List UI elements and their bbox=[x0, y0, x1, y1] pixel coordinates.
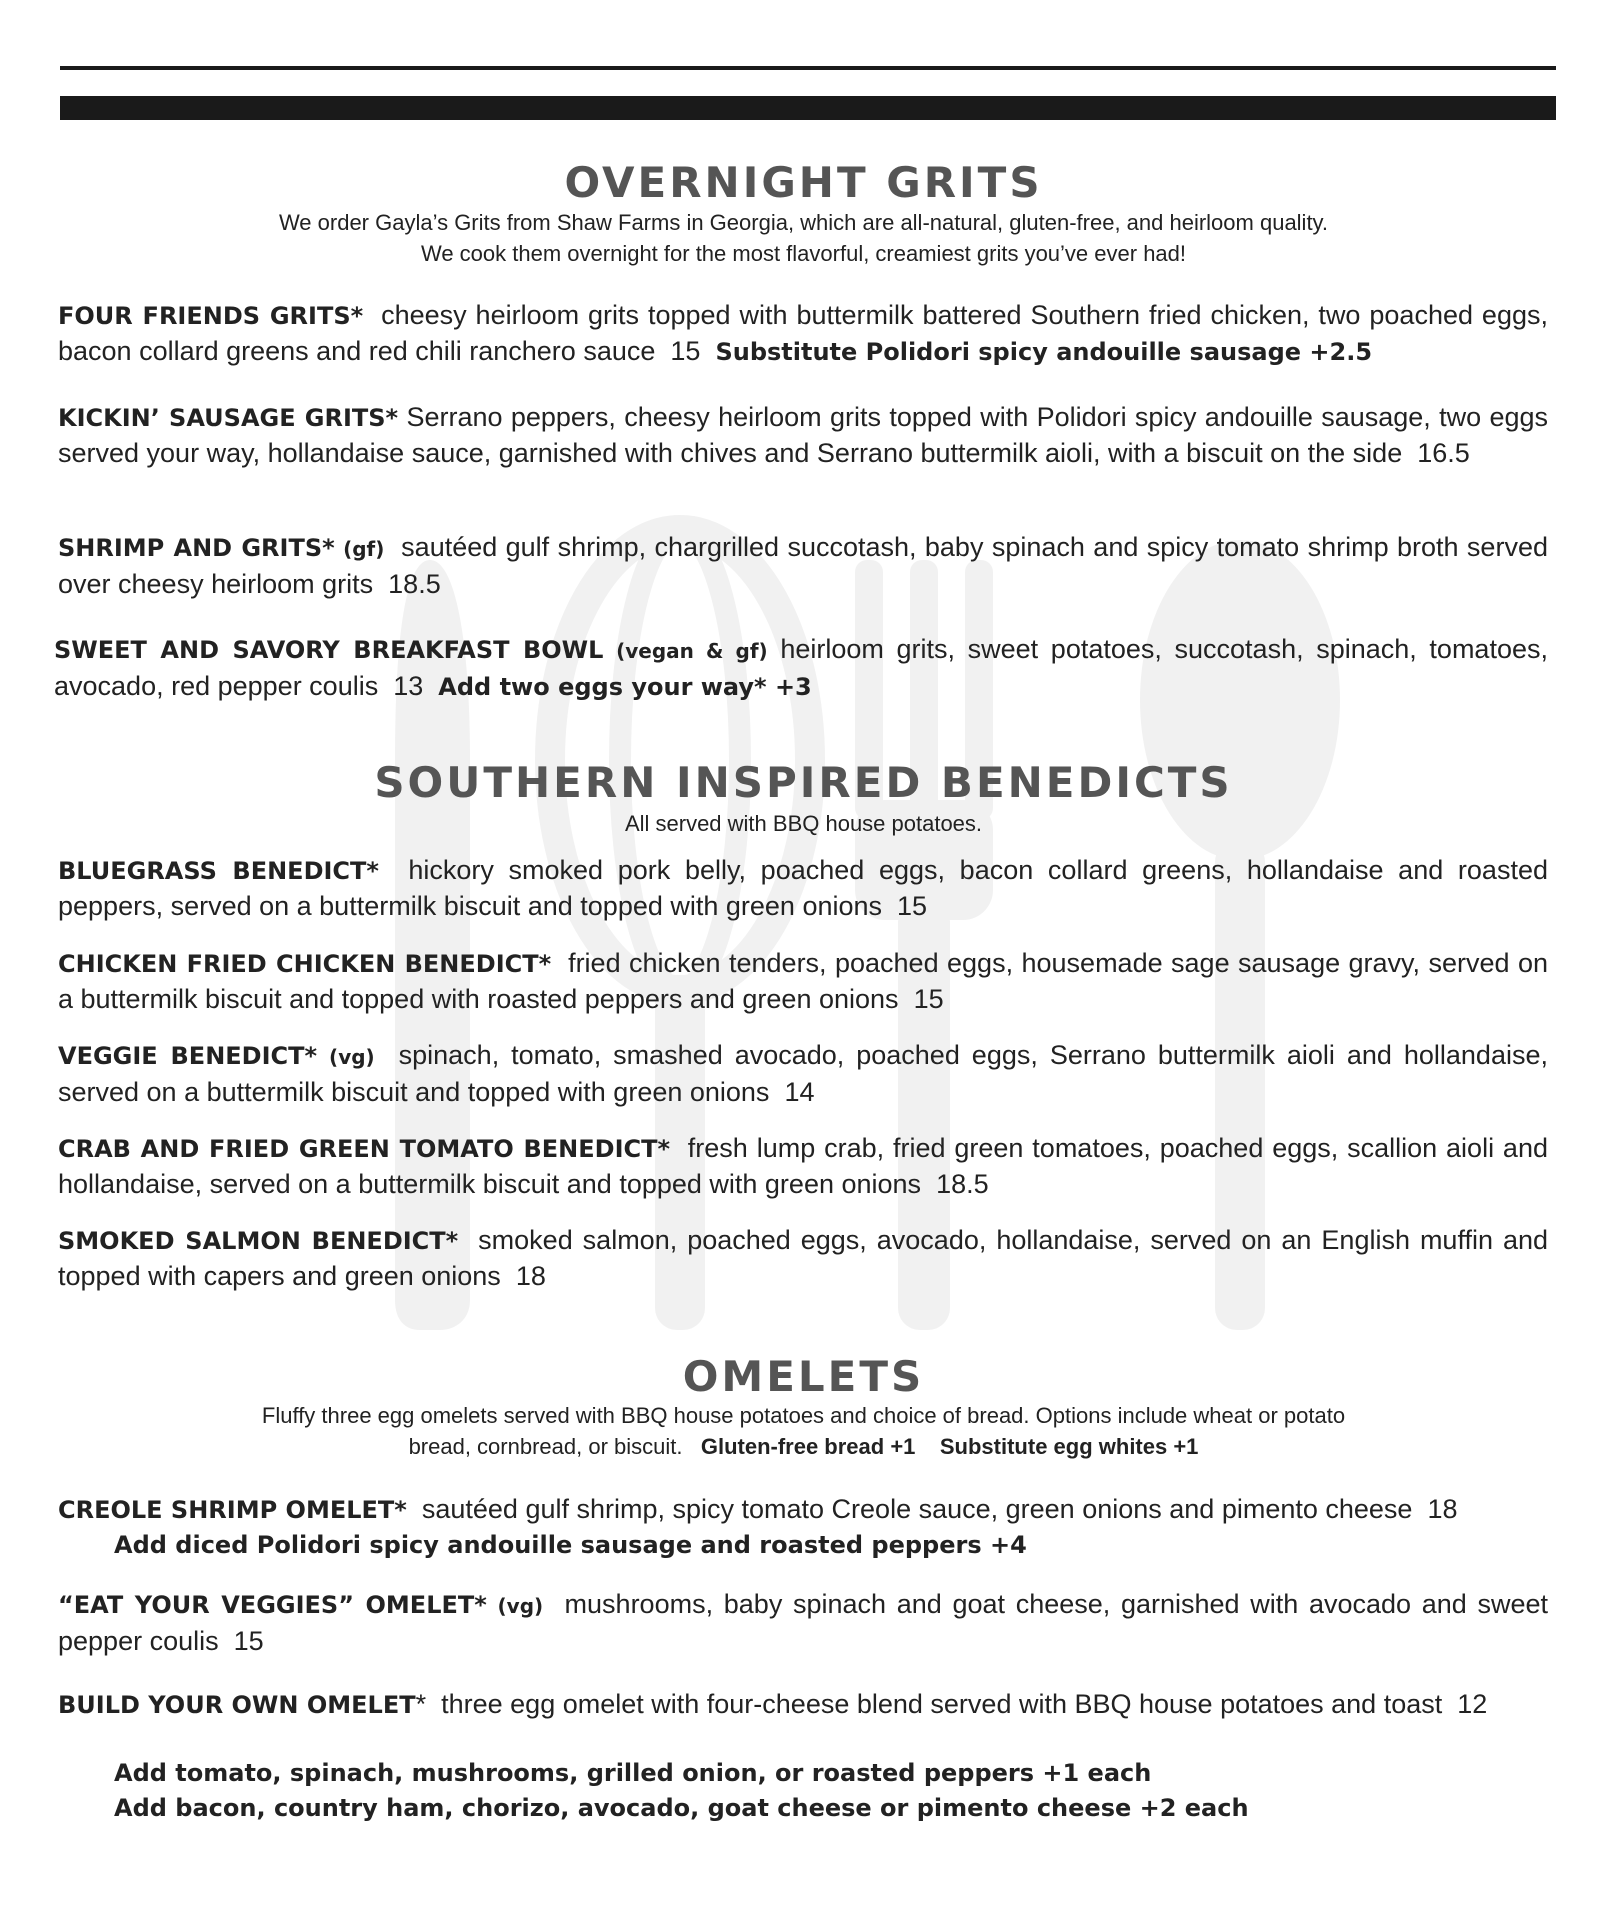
item-upgrade: Substitute Polidori spicy andouille sausage +2.5 bbox=[715, 338, 1373, 366]
item-price: 16.5 bbox=[1417, 438, 1470, 468]
menu-item-chicken-fried-chicken-benedict bbox=[58, 946, 1548, 1017]
menu-item-creole-shrimp-omelet bbox=[58, 1492, 1548, 1528]
item-price: 15 bbox=[913, 984, 944, 1014]
item-diet-tag: (vg) bbox=[329, 1045, 375, 1069]
item-description: three egg omelet with four-cheese blend served with BBQ house potatoes and toast bbox=[441, 1689, 1443, 1719]
item-name: CREOLE SHRIMP OMELET* bbox=[58, 1496, 407, 1524]
item-price: 12 bbox=[1457, 1689, 1488, 1719]
item-name: BUILD YOUR OWN OMELET bbox=[58, 1691, 416, 1719]
menu-item-veggie-benedict bbox=[58, 1038, 1548, 1110]
section-subtitle-benedicts: All served with BBQ house potatoes. bbox=[624, 811, 983, 836]
item-name: CRAB AND FRIED GREEN TOMATO BENEDICT* bbox=[58, 1135, 671, 1163]
item-name: SHRIMP AND GRITS* bbox=[58, 534, 335, 562]
item-diet-tag: (vg) bbox=[497, 1594, 544, 1618]
menu-item-kickin-sausage-grits bbox=[58, 400, 1548, 471]
item-description: mushrooms, baby spinach and goat cheese, garnished with avocado and sweet pepper coulis bbox=[58, 1589, 1549, 1656]
item-name: VEGGIE BENEDICT* bbox=[58, 1042, 318, 1070]
addon-line: Add diced Polidori spicy andouille sausage and roasted peppers +4 bbox=[114, 1531, 1027, 1559]
item-name: CHICKEN FRIED CHICKEN BENEDICT* bbox=[58, 950, 552, 978]
item-price: 18.5 bbox=[388, 569, 441, 599]
menu-item-crab-benedict bbox=[58, 1131, 1548, 1202]
item-name: KICKIN’ SAUSAGE GRITS* bbox=[58, 404, 399, 432]
egg-whites-upgrade: Substitute egg whites +1 bbox=[939, 1434, 1199, 1459]
item-price: 13 bbox=[393, 671, 424, 701]
item-name: “EAT YOUR VEGGIES” OMELET* bbox=[58, 1591, 487, 1619]
section-subtitle-omelets-line1: Fluffy three egg omelets served with BBQ house potatoes and choice of bread. Options include wheat or potato bbox=[261, 1403, 1346, 1428]
item-name: SMOKED SALMON BENEDICT* bbox=[58, 1227, 459, 1255]
item-name: BLUEGRASS BENEDICT* bbox=[58, 857, 379, 885]
item-upgrade: Add two eggs your way* +3 bbox=[438, 673, 812, 701]
item-description: hickory smoked pork belly, poached eggs, bacon collard greens, hollandaise and roasted peppers, served on a buttermilk biscuit and topped with green onions bbox=[58, 855, 1548, 921]
item-price: 15 bbox=[670, 336, 701, 366]
menu-item-eat-your-veggies-omelet bbox=[58, 1587, 1548, 1659]
item-description: cheesy heirloom grits topped with buttermilk battered Southern fried chicken, two poached eggs, bacon collard greens and red chili ranchero sauce bbox=[58, 300, 1548, 366]
addon-line: Add bacon, country ham, chorizo, avocado, goat cheese or pimento cheese +2 each bbox=[114, 1794, 1249, 1822]
item-name: FOUR FRIENDS GRITS* bbox=[58, 302, 364, 330]
item-description: sautéed gulf shrimp, spicy tomato Creole sauce, green onions and pimento cheese bbox=[421, 1494, 1413, 1524]
item-star: * bbox=[415, 1689, 427, 1719]
item-price: 15 bbox=[233, 1626, 264, 1656]
gluten-free-upgrade: Gluten-free bread +1 bbox=[700, 1434, 916, 1459]
item-diet-tag: (vegan & gf) bbox=[616, 639, 768, 663]
item-price: 18 bbox=[1427, 1494, 1458, 1524]
menu-item-four-friends-grits bbox=[58, 298, 1548, 370]
omelets-bread-options: bread, cornbread, or biscuit. bbox=[408, 1434, 683, 1459]
menu-item-smoked-salmon-benedict bbox=[58, 1223, 1548, 1294]
section-subtitle-grits-line1: We order Gayla’s Grits from Shaw Farms in Georgia, which are all-natural, gluten-free, and heirloom quality. bbox=[278, 210, 1329, 235]
section-title-overnight-grits: OVERNIGHT GRITS bbox=[564, 158, 1043, 207]
menu-item-shrimp-and-grits bbox=[58, 530, 1548, 602]
menu-item-bluegrass-benedict bbox=[58, 853, 1548, 924]
menu-item-sweet-and-savory-bowl bbox=[54, 632, 1548, 705]
item-description: fresh lump crab, fried green tomatoes, poached eggs, scallion aioli and hollandaise, served on a buttermilk biscuit and topped with green onions bbox=[58, 1133, 1548, 1199]
section-title-omelets: OMELETS bbox=[682, 1352, 925, 1401]
item-price: 14 bbox=[784, 1077, 815, 1107]
item-diet-tag: (gf) bbox=[343, 537, 385, 561]
addon-line: Add tomato, spinach, mushrooms, grilled onion, or roasted peppers +1 each bbox=[114, 1759, 1152, 1787]
item-name: SWEET AND SAVORY BREAKFAST BOWL bbox=[54, 636, 604, 664]
section-title-benedicts: SOUTHERN INSPIRED BENEDICTS bbox=[374, 758, 1233, 807]
section-subtitle-grits-line2: We cook them overnight for the most flavorful, creamiest grits you’ve ever had! bbox=[420, 241, 1187, 266]
item-description: fried chicken tenders, poached eggs, housemade sage sausage gravy, served on a buttermilk biscuit and topped with roasted peppers and green onions bbox=[58, 948, 1548, 1014]
item-description: sautéed gulf shrimp, chargrilled succotash, baby spinach and spicy tomato shrimp broth served over cheesy heirloom grits bbox=[58, 532, 1548, 599]
menu-item-build-your-own-omelet bbox=[58, 1687, 1548, 1723]
section-subtitle-omelets-line2 bbox=[0, 1431, 1607, 1462]
item-price: 15 bbox=[897, 891, 928, 921]
item-description: smoked salmon, poached eggs, avocado, hollandaise, served on an English muffin and topped with capers and green onions bbox=[58, 1225, 1548, 1291]
item-description: Serrano peppers, cheesy heirloom grits topped with Polidori spicy andouille sausage, two eggs served your way, hollandaise sauce, garnished with chives and Serrano buttermilk aioli, with a biscuit on the side bbox=[58, 402, 1548, 468]
item-description: spinach, tomato, smashed avocado, poached eggs, Serrano buttermilk aioli and hollandaise, served on a buttermilk biscuit and topped with green onions bbox=[58, 1040, 1548, 1107]
item-description: heirloom grits, sweet potatoes, succotash, spinach, tomatoes, avocado, red pepper coulis bbox=[54, 634, 1548, 701]
item-price: 18 bbox=[515, 1261, 546, 1291]
item-price: 18.5 bbox=[936, 1169, 989, 1199]
